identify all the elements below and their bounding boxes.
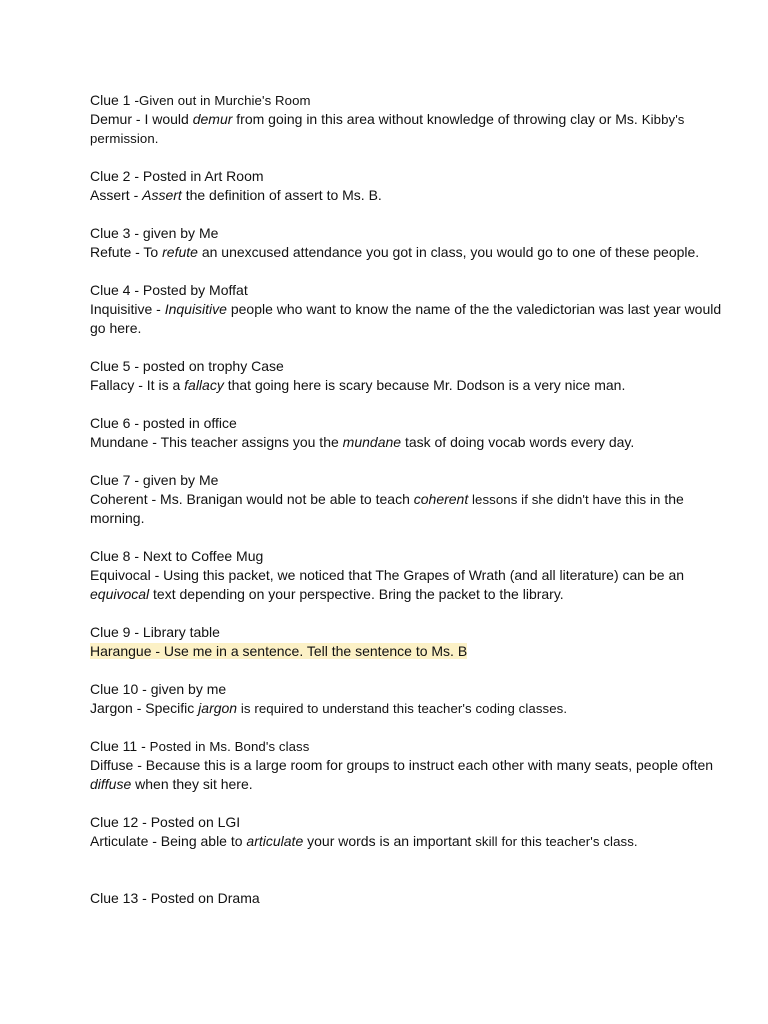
definition-segment: Harangue - Use me in a sentence. Tell the sentence to Ms. B (90, 643, 468, 659)
clue-block (90, 737, 730, 794)
clue-definition (90, 832, 730, 851)
clue-block (90, 281, 730, 338)
definition-segment: your words is an important (303, 833, 476, 849)
vocab-word: demur (192, 111, 233, 127)
clue-header-main: Clue 8 - Next to Coffee Mug (90, 548, 264, 564)
definition-segment: Coherent - Ms. Branigan would not be able to teach (90, 491, 414, 507)
definition-text (90, 434, 634, 450)
vocab-word: diffuse (90, 776, 132, 792)
definition-segment: the definition of assert to Ms. B. (181, 187, 382, 203)
vocab-word: Assert (142, 187, 182, 203)
definition-segment: Mundane - This teacher assigns you the (90, 434, 343, 450)
vocab-word: equivocal (90, 586, 150, 602)
clue-header-main: Clue 4 - Posted by Moffat (90, 282, 248, 298)
definition-segment: Demur - I would (90, 111, 193, 127)
definition-segment: Assert - (90, 187, 143, 203)
definition-text (90, 700, 567, 716)
clue-block (90, 414, 730, 452)
clue-header-main: Clue 6 - posted in office (90, 415, 237, 431)
clue-block (90, 680, 730, 718)
clue-block (90, 547, 730, 604)
vocab-word: mundane (342, 434, 402, 450)
clue-block (90, 471, 730, 528)
clue-definition (90, 490, 730, 528)
definition-segment: task of doing vocab words every day. (401, 434, 635, 450)
definition-segment: skill for this teacher's class. (475, 834, 638, 849)
definition-segment: Fallacy - It is a (90, 377, 185, 393)
clue-header-main: Clue 2 - Posted in Art Room (90, 168, 264, 184)
clue-header (90, 623, 730, 642)
clue-header-main: Clue 1 - (90, 92, 140, 108)
clue-header-main: Clue 11 - (90, 738, 150, 754)
clue-header (90, 547, 730, 566)
definition-text (90, 111, 685, 146)
clue-block (90, 889, 730, 908)
definition-segment: Diffuse - Because this is a large room for groups to instruct each other with many seats, people often (90, 757, 714, 773)
clue-header (90, 91, 730, 110)
clue-header (90, 357, 730, 376)
clue-header-location: Given out in Murchie's Room (139, 93, 311, 108)
definition-segment: when they sit here. (131, 776, 253, 792)
clue-header (90, 813, 730, 832)
definition-text (90, 187, 382, 203)
clue-header (90, 680, 730, 699)
definition-segment: people who want to know the name of the the valedictorian was last year would go here. (90, 301, 722, 336)
clue-header-main: Clue 5 - posted on trophy Case (90, 358, 284, 374)
definition-segment: Refute - To (90, 244, 163, 260)
clue-header-main: Clue 13 - Posted on Drama (90, 890, 260, 906)
clue-definition (90, 756, 730, 794)
definition-segment: that going here is scary because Mr. Dodson is a very nice man. (223, 377, 626, 393)
clue-header (90, 889, 730, 908)
definition-text (90, 377, 625, 393)
clue-header-main: Clue 12 - Posted on LGI (90, 814, 241, 830)
clue-definition (90, 110, 730, 148)
clue-header (90, 281, 730, 300)
definition-segment: Inquisitive - (90, 301, 165, 317)
clue-header (90, 414, 730, 433)
clue-definition (90, 300, 730, 338)
vocab-word: Inquisitive (164, 301, 227, 317)
definition-text (90, 244, 699, 260)
clue-header (90, 167, 730, 186)
clue-block (90, 357, 730, 395)
clue-definition (90, 243, 730, 262)
clue-header (90, 471, 730, 490)
clue-block (90, 813, 730, 851)
definition-segment: Kibby's permission. (90, 112, 685, 146)
clue-block (90, 224, 730, 262)
definition-text (90, 301, 721, 336)
definition-text (90, 833, 638, 849)
definition-segment: from going in this area without knowledge of throwing clay or Ms. (232, 111, 642, 127)
clue-header-main: Clue 3 - given by Me (90, 225, 219, 241)
definition-segment: Jargon - Specific (90, 700, 199, 716)
definition-text (90, 491, 684, 526)
clue-block (90, 623, 730, 661)
clue-header (90, 224, 730, 243)
clue-block (90, 167, 730, 205)
clue-header-main: Clue 9 - Library table (90, 624, 220, 640)
clue-definition (90, 566, 730, 604)
vocab-word: coherent (413, 491, 469, 507)
definition-segment: Articulate - Being able to (90, 833, 247, 849)
clue-definition (90, 376, 730, 395)
clue-block (90, 91, 730, 148)
definition-text (90, 567, 684, 602)
definition-segment: an unexcused attendance you got in class, you would go to one of these people. (197, 244, 700, 260)
clue-definition (90, 642, 730, 661)
definition-segment: is required to understand this teacher's coding classes. (237, 701, 568, 716)
clue-definition (90, 433, 730, 452)
clue-header-main: Clue 10 - given by me (90, 681, 227, 697)
vocab-word: articulate (246, 833, 304, 849)
definition-segment: text depending on your perspective. Bring the packet to the library. (149, 586, 564, 602)
clue-header-location: Posted in Ms. Bond's class (149, 739, 310, 754)
definition-segment: lessons if she didn't have this in (468, 492, 661, 507)
definition-segment: the morning. (90, 491, 684, 526)
vocab-word: jargon (198, 700, 238, 716)
definition-segment: Equivocal - Using this packet, we noticed that The Grapes of Wrath (and all literature) can be an (90, 567, 685, 583)
vocab-word: refute (162, 244, 198, 260)
vocab-word: fallacy (184, 377, 224, 393)
clue-definition (90, 699, 730, 718)
clue-definition (90, 186, 730, 205)
clue-list (90, 91, 730, 927)
clue-header (90, 737, 730, 756)
definition-text (90, 757, 713, 792)
highlighted-text (90, 643, 467, 659)
clue-header-main: Clue 7 - given by Me (90, 472, 219, 488)
